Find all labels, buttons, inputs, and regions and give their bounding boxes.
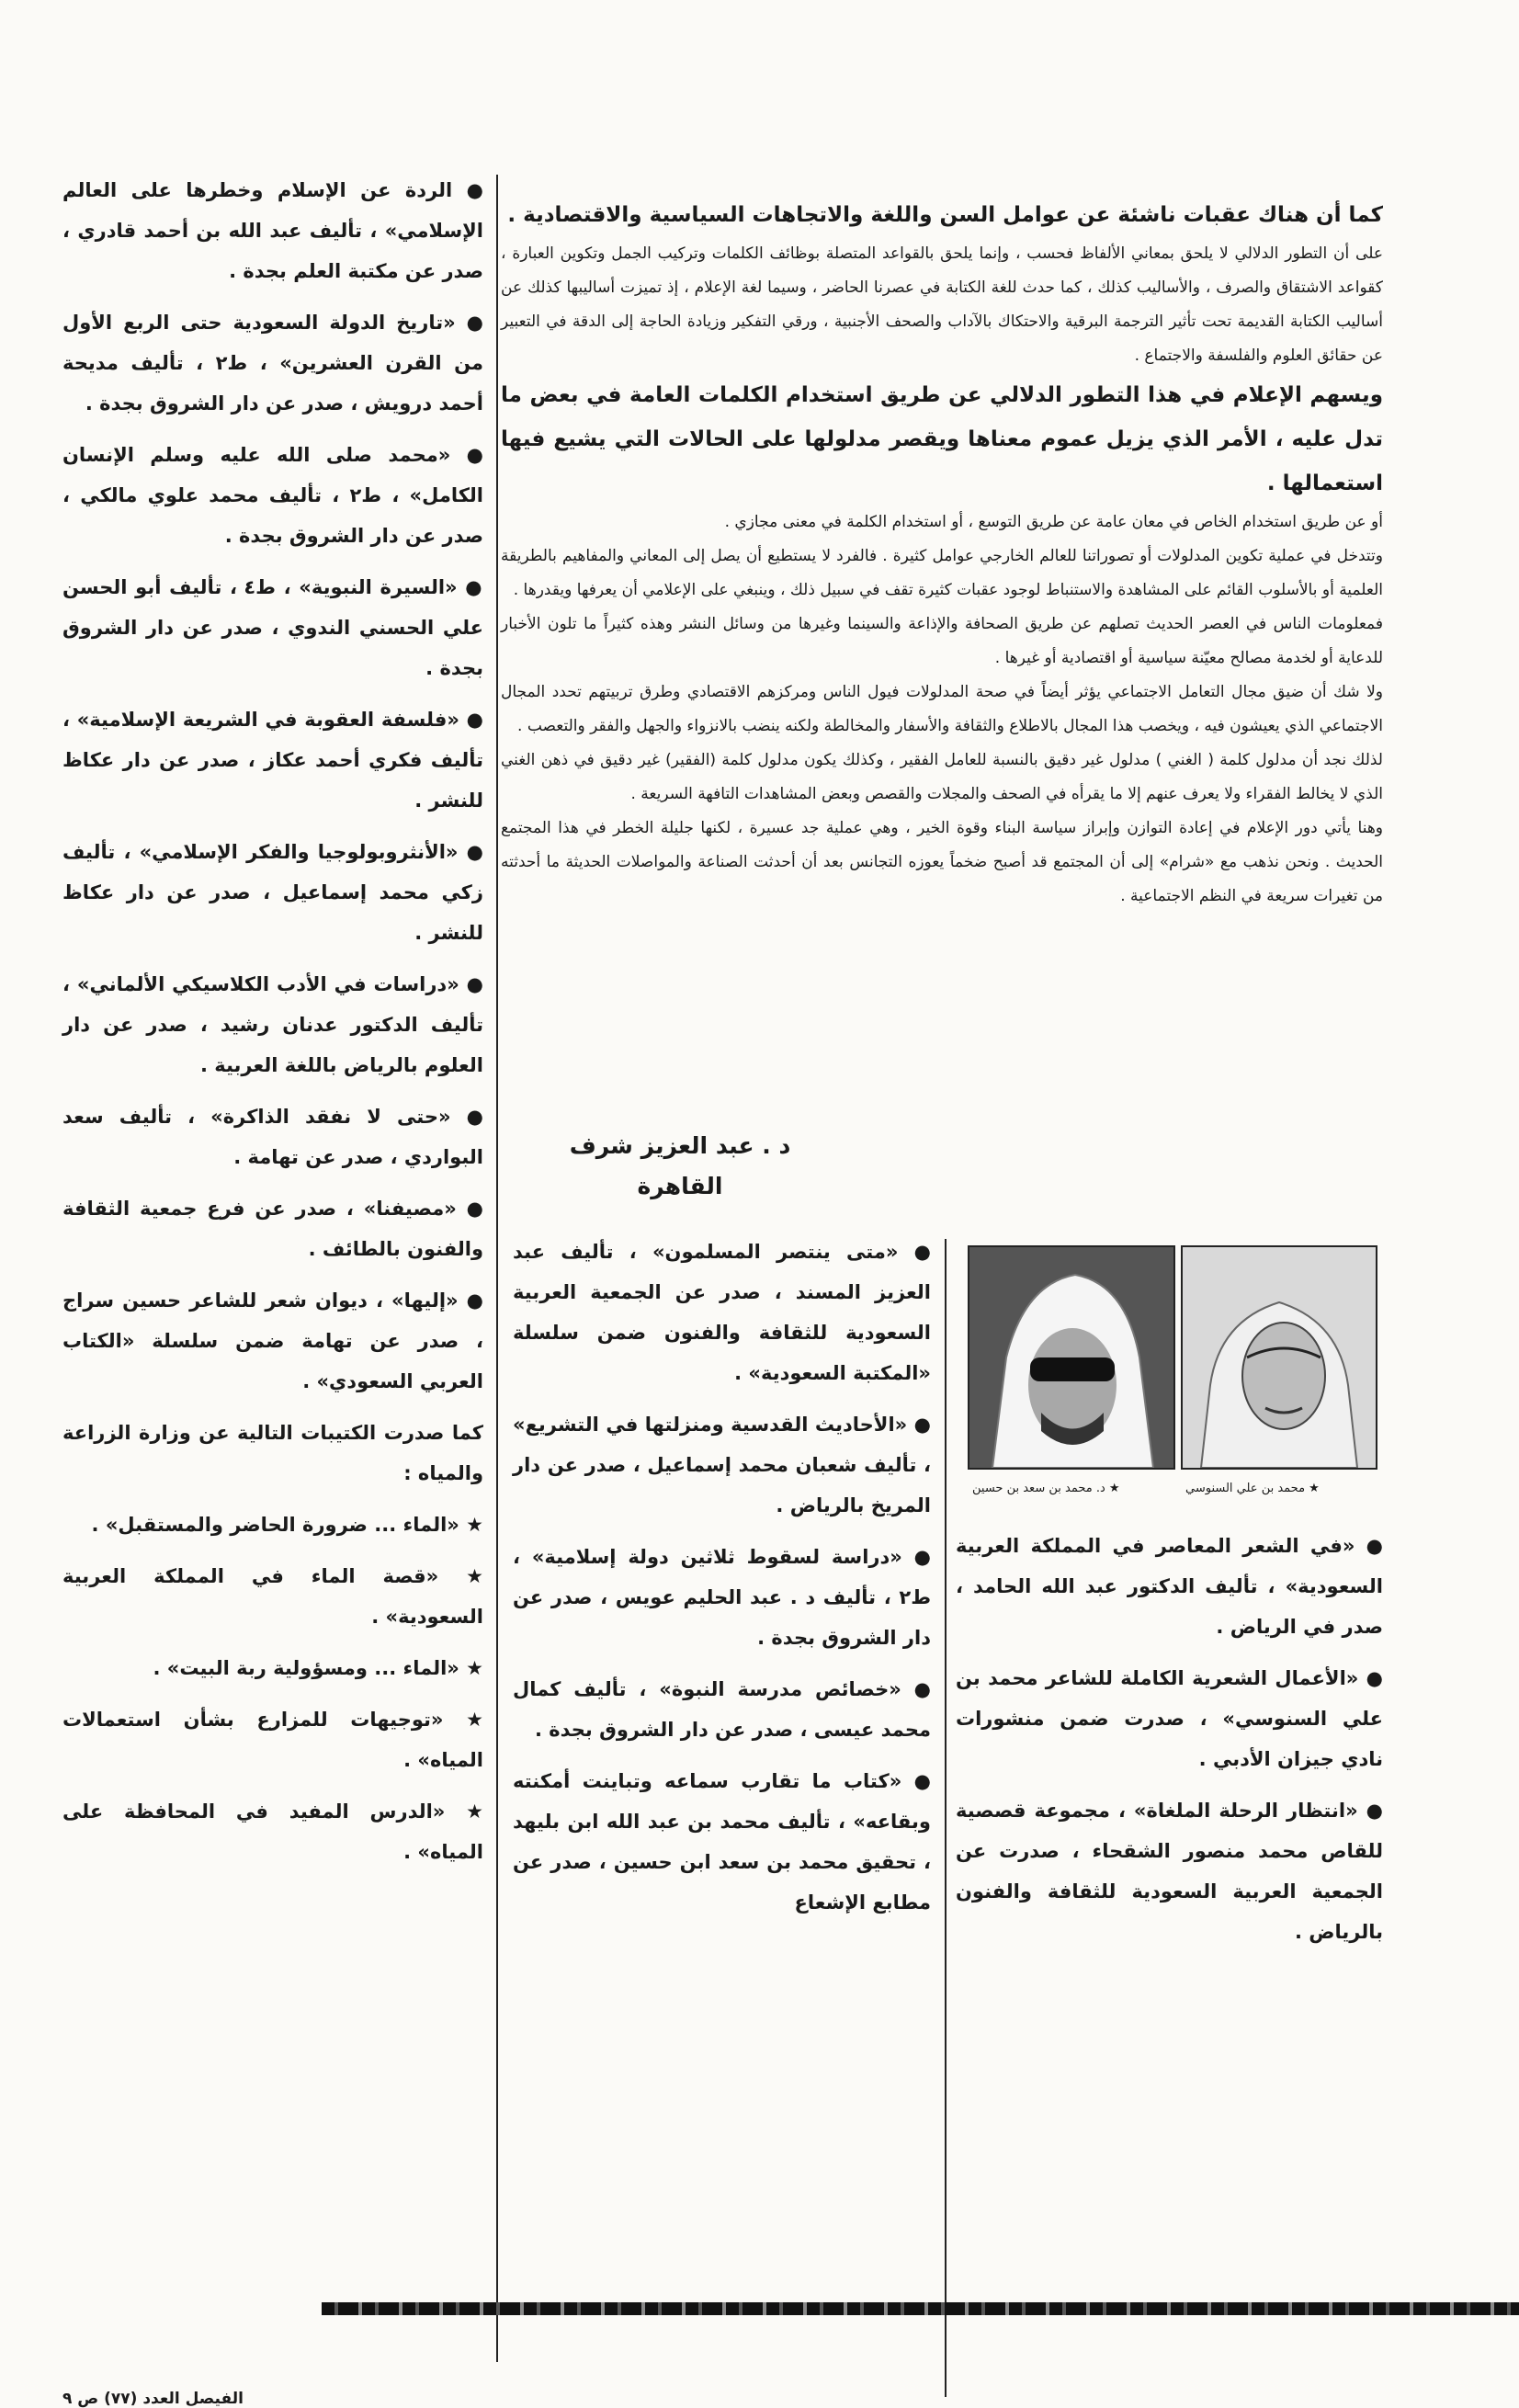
list-item: ● «السيرة النبوية» ، ط٤ ، تأليف أبو الحسن علي الحسني الندوي ، صدر عن دار الشروق بجدة . <box>62 576 483 679</box>
list-item: ● «فلسفة العقوبة في الشريعة الإسلامية» ، تأليف فكري أحمد عكاز ، صدر عن دار عكاظ للنشر . <box>62 709 483 812</box>
list-item: ★ «الماء ... ومسؤولية ربة البيت» . <box>153 1657 483 1679</box>
portrait-photo-1 <box>1181 1245 1377 1470</box>
portrait-photo-2 <box>968 1245 1175 1470</box>
list-item: ● «متى ينتصر المسلمون» ، تأليف عبد العزيز المسند ، صدر عن الجمعية العربية السعودية للثقافة والفنون ضمن سلسلة «المكتبة السعودية» . <box>513 1241 931 1384</box>
list-item: ● «كتاب ما تقارب سماعه وتباينت أمكنته وبقاعه» ، تأليف محمد بن عبد الله ابن بليهد ، تحقيق محمد بن سعد ابن حسين ، صدر عن مطابع الإشعاع <box>513 1770 931 1914</box>
article-lead-2: ويسهم الإعلام في هذا التطور الدلالي عن طريق استخدام الكلمات العامة في بعض ما تدل عليه ، الأمر الذي يزيل عموم معناها ويقصر مدلولها على الحالات التي يشيع فيها استعمالها . <box>501 383 1383 495</box>
list-item: ● «مصيفنا» ، صدر عن فرع جمعية الثقافة والفنون بالطائف . <box>62 1198 483 1260</box>
article-paragraph: فمعلومات الناس في العصر الحديث تصلهم عن طريق الصحافة والإذاعة والسينما وغيرها من وسائل النشر وهذه كثيراً ما تلون الأخبار للدعاية أو لخدمة مصالح معيّنة سياسية أو اقتصادية أو غيرها . <box>501 615 1383 667</box>
list-item: ● «الأحاديث القدسية ومنزلتها في التشريع» ، تأليف شعبان محمد إسماعيل ، صدر عن دار المريخ بالرياض . <box>513 1414 931 1516</box>
list-item: كما صدرت الكتيبات التالية عن وزارة الزراعة والمياه : <box>62 1422 483 1484</box>
portrait-image <box>1183 1247 1376 1468</box>
article-paragraph: ولا شك أن ضيق مجال التعامل الاجتماعي يؤثر أيضاً في صحة المدلولات فيول الناس ومركزهم الاقتصادي وطرق تربيتهم تحدد المجال الاجتماعي الذي يعيشون فيه ، ويخصب هذا المجال بالاطلاع والثقافة والأسفار والمخالطة ولكنه ينضب بالانزواء والجهل والفقر والتعصب . <box>501 683 1383 735</box>
portrait-image <box>969 1247 1173 1468</box>
list-item: ● «خصائص مدرسة النبوة» ، تأليف كمال محمد عيسى ، صدر عن دار الشروق بجدة . <box>513 1678 931 1741</box>
list-item: ● «تاريخ الدولة السعودية حتى الربع الأول من القرن العشرين» ، ط٢ ، تأليف مديحة أحمد درويش ، صدر عن دار الشروق بجدة . <box>62 312 483 415</box>
list-item: ★ «الماء ... ضرورة الحاضر والمستقبل» . <box>91 1514 483 1536</box>
author-signature <box>551 1126 809 1207</box>
list-item: ● «دراسة لسقوط ثلاثين دولة إسلامية» ، ط٢ ، تأليف د . عبد الحليم عويس ، صدر عن دار الشروق بجدة . <box>513 1546 931 1649</box>
scan-artifact-line <box>322 2302 1519 2315</box>
page-footer: الفيصل العدد (٧٧) ص ٩ <box>62 2390 244 2408</box>
list-item: ★ «توجيهات للمزارع بشأن استعمالات المياه» . <box>62 1709 483 1771</box>
list-item: ★ «قصة الماء في المملكة العربية السعودية» . <box>62 1565 483 1628</box>
column-divider <box>945 1239 947 2397</box>
article-paragraph: على أن التطور الدلالي لا يلحق بمعاني الألفاظ فحسب ، وإنما يلحق بالقواعد المتصلة بوظائف الكلمات وتركيب الجمل وتكوين العبارة ، كقواعد الاشتقاق والصرف ، والأساليب كذلك ، كما حدث للغة الكتابة في عصرنا الحاضر ، وسيما لغة الإعلام ، إذ تميزت أساليبها كذلك عن أساليب الكتابة القديمة تحت تأثير الترجمة البرقية والاحتكاك بالآداب والصحف الأجنبية ، ورقي التفكير وزيادة الحاجة إلى الدقة في التعبير عن حقائق العلوم والفلسفة والاجتماع . <box>501 244 1383 365</box>
book-list-middle <box>513 1232 931 1934</box>
list-item: ★ «الدرس المفيد في المحافظة على المياه» . <box>62 1800 483 1863</box>
list-item: ● «انتظار الرحلة الملغاة» ، مجموعة قصصية للقاص محمد منصور الشقحاء ، صدرت عن الجمعية العربية السعودية للثقافة والفنون بالرياض . <box>956 1800 1383 1943</box>
list-item: ● «في الشعر المعاصر في المملكة العربية السعودية» ، تأليف الدكتور عبد الله الحامد ، صدر في الرياض . <box>956 1535 1383 1638</box>
photo-caption-1: ★ محمد بن علي السنوسي <box>1185 1482 1320 1495</box>
article-paragraph: لذلك نجد أن مدلول كلمة ( الغني ) مدلول غير دقيق بالنسبة للعامل الفقير ، وكذلك يكون مدلول كلمة (الفقير) غير دقيق في ذهن الغني الذي لا يخالط الفقراء ولا يعرف عنهم إلا ما يقرأه في الصحف والمجلات والقصص وبعض المشاهدات التافهة السريعة . <box>501 751 1383 803</box>
list-item: ● «الأعمال الشعرية الكاملة للشاعر محمد بن علي السنوسي» ، صدرت ضمن منشورات نادي جيزان الأدبي . <box>956 1667 1383 1770</box>
photo-caption-2: ★ د. محمد بن سعد بن حسين <box>972 1482 1120 1495</box>
column-divider <box>496 175 498 2362</box>
list-item: ● «الأنثروبولوجيا والفكر الإسلامي» ، تأليف زكي محمد إسماعيل ، صدر عن دار عكاظ للنشر . <box>62 841 483 944</box>
article-paragraph: وتتدخل في عملية تكوين المدلولات أو تصوراتنا للعالم الخارجي عوامل كثيرة . فالفرد لا يستطيع أن يصل إلى المعاني والمفاهيم بالطريقة العلمية أو بالأسلوب القائم على المشاهدة والاستنباط لوجود عقبات كثيرة تقف في سبيل ذلك ، وينبغي على الإعلامي أن يعرفها ويقدرها . <box>501 547 1383 599</box>
author-city: القاهرة <box>637 1173 723 1199</box>
article-paragraph: وهنا يأتي دور الإعلام في إعادة التوازن وإبراز سياسة البناء وقوة الخير ، وهي عملية جد عسيرة ، لكنها جليلة الخطر في هذا المجتمع الحديث . ونحن نذهب مع «شرام» إلى أن المجتمع قد أصبح ضخماً يعوزه التجانس بعد أن أحدثت الصناعة والمواصلات الحديثة ما أحدثته من تغيرات سريعة في النظم الاجتماعية . <box>501 819 1383 905</box>
list-item: ● الردة عن الإسلام وخطرها على العالم الإسلامي» ، تأليف عبد الله بن أحمد قادري ، صدر عن مكتبة العلم بجدة . <box>62 179 483 282</box>
book-list-right <box>956 1526 1383 1963</box>
article-lead-1: كما أن هناك عقبات ناشئة عن عوامل السن واللغة والاتجاهات السياسية والاقتصادية . <box>507 203 1383 227</box>
list-item: ● «دراسات في الأدب الكلاسيكي الألماني» ، تأليف الدكتور عدنان رشيد ، صدر عن دار العلوم بالرياض باللغة العربية . <box>62 973 483 1076</box>
list-item: ● «حتى لا نفقد الذاكرة» ، تأليف سعد البواردي ، صدر عن تهامة . <box>62 1106 483 1168</box>
author-name: د . عبد العزيز شرف <box>569 1132 791 1159</box>
article-paragraph: أو عن طريق استخدام الخاص في معان عامة عن طريق التوسع ، أو استخدام الكلمة في معنى مجازي . <box>724 513 1383 531</box>
list-item: ● «محمد صلى الله عليه وسلم الإنسان الكامل» ، ط٢ ، تأليف محمد علوي مالكي ، صدر عن دار الشروق بجدة . <box>62 444 484 547</box>
article-block <box>501 193 1383 914</box>
book-list-left <box>62 170 483 1883</box>
list-item: ● «إليها» ، ديوان شعر للشاعر حسين سراج ، صدر عن تهامة ضمن سلسلة «الكتاب العربي السعودي» . <box>62 1289 483 1392</box>
